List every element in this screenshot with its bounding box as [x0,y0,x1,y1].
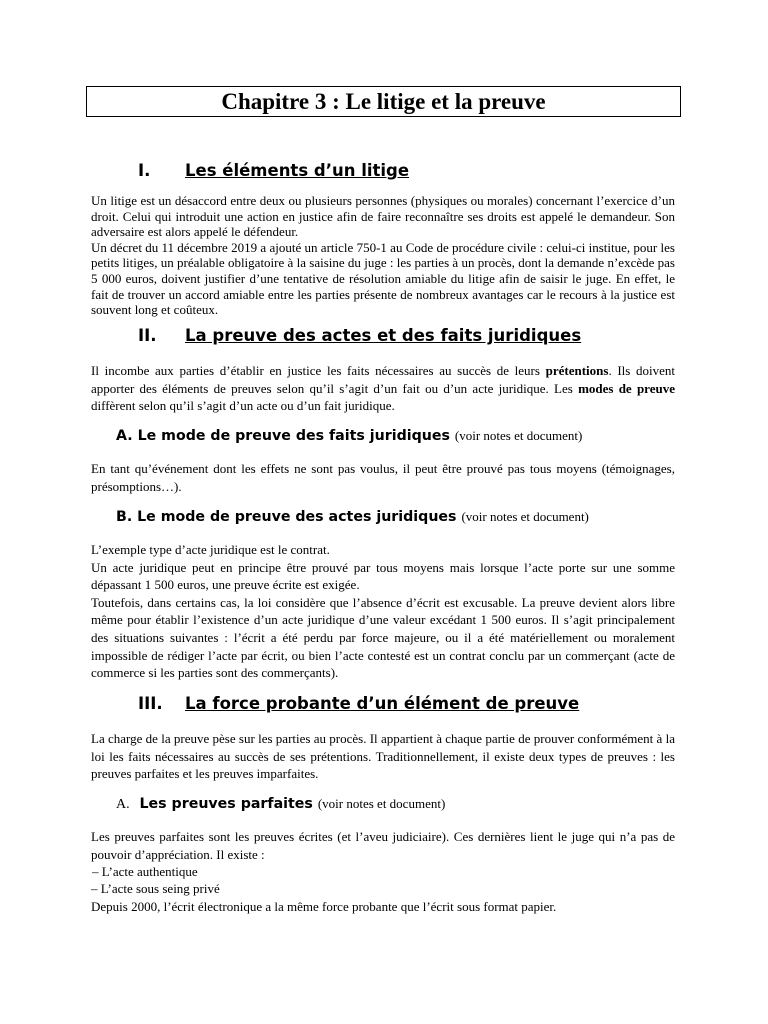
section-1-paragraph-2: Un décret du 11 décembre 2019 a ajouté un article 750-1 au Code de procédure civile : celui-ci institue, pour les petits litiges, un préalable obligatoire à la saisine du juge : les parties à un procès, dont la demande n’excède pas 5 000 euros, doivent justifier d’une tentative de résolution amiable du litige afin de saisir le juge. En effet, le fait de trouver un accord amiable entre les parties présente de nombreux avantages car le recours à la justice est souvent long et coûteux. [91,239,675,318]
text-run: Il incombe aux parties d’établir en justice les faits nécessaires au succès de leurs [91,363,546,378]
section-3a-list [91,863,675,915]
list-item: – L’acte authentique [92,864,198,879]
section-2b-paragraph-1: L’exemple type d’acte juridique est le contrat. [91,542,330,557]
list-item: – L’acte sous seing privé [91,881,220,897]
section-2b-paragraph-3: Toutefois, dans certains cas, la loi considère que l’absence d’écrit est excusable. La preuve devient alors libre même pour établir l’existence d’un acte juridique d’une valeur excédant 1 500 euros. Il s’agit principalement des situations suivantes : l’écrit a été perdu par force majeure, ou il a été matériellement ou moralement impossible de rédiger l’acte par écrit, ou bien l’acte contesté est un contrat conclu par un commerçant (acte de commerce si les parties sont des commerçants). [91,594,675,681]
section-2b-note: (voir notes et document) [461,509,589,524]
section-2-number: II. [138,326,157,345]
text-run: diffèrent selon qu’il s’agit d’un acte ou d’un fait juridique. [91,398,395,414]
section-1-paragraph-1: Un litige est un désaccord entre deux ou plusieurs personnes (physiques ou morales) concernant l’exercice d’un droit. Celui qui introduit une action en justice afin de faire reconnaître ses droits est appelé le demandeur. Son adversaire est alors appelé le défendeur. [91,193,675,240]
section-3-heading [138,694,579,713]
section-3-title: La force probante d’un élément de preuve [185,694,580,713]
section-3-number: III. [138,694,163,713]
section-2a-paragraph-1: En tant qu’événement dont les effets ne sont pas voulus, il peut être prouvé pas tous moyens (témoignages, présomptions…). [91,461,675,494]
section-3a-body [91,828,675,863]
section-2b-heading [116,509,589,525]
section-1-body [91,193,675,318]
section-2a-heading [116,428,582,444]
section-3-body [91,730,675,783]
section-2b-title: B. Le mode de preuve des actes juridiques [116,509,457,525]
section-2-title: La preuve des actes et des faits juridiques [185,326,582,345]
bold-term-modes-de-preuve: modes de preuve [578,380,675,396]
chapter-title: Chapitre 3 : Le litige et la preuve [86,86,681,117]
section-2b-paragraph-2: Un acte juridique peut en principe être prouvé par tous moyens mais lorsque l’acte porte sur une somme dépassant 1 500 euros, une preuve écrite est exigée. [91,559,675,593]
section-3a-title: Les preuves parfaites [139,796,313,812]
section-3a-paragraph-2: Depuis 2000, l’écrit électronique a la même force probante que l’écrit sous format papier. [91,898,557,914]
bold-term-pretentions: prétentions [545,363,609,378]
section-2-heading [138,326,581,345]
section-1-heading [138,161,409,180]
section-2-paragraph-1 [91,362,675,415]
section-2b-body [91,541,675,682]
section-3a-letter: A. [116,797,130,812]
section-3a-paragraph-1: Les preuves parfaites sont les preuves écrites (et l’aveu judiciaire). Ces dernières lient le juge qui n’a pas de pouvoir d’appréciation. Il existe : [91,829,675,862]
section-2-body [91,362,675,415]
section-3a-heading [116,796,445,813]
section-3-paragraph-1: La charge de la preuve pèse sur les parties au procès. Il appartient à chaque partie de prouver conformément à la loi les faits nécessaires au succès de ses prétentions. Traditionnellement, il existe deux types de preuves : les preuves parfaites et les preuves imparfaites. [91,731,675,782]
section-1-title: Les éléments d’un litige [185,161,410,180]
text-run: . Ils doivent apporter des éléments de preuves selon qu’il s’agit d’un fait ou d’un acte juridique. Les [91,363,675,396]
section-2a-note: (voir notes et document) [454,428,583,443]
section-1-number: I. [138,161,151,180]
section-3a-note: (voir notes et document) [317,796,446,811]
section-2a-title: A. Le mode de preuve des faits juridiques [116,428,450,444]
section-2a-body [91,460,675,495]
